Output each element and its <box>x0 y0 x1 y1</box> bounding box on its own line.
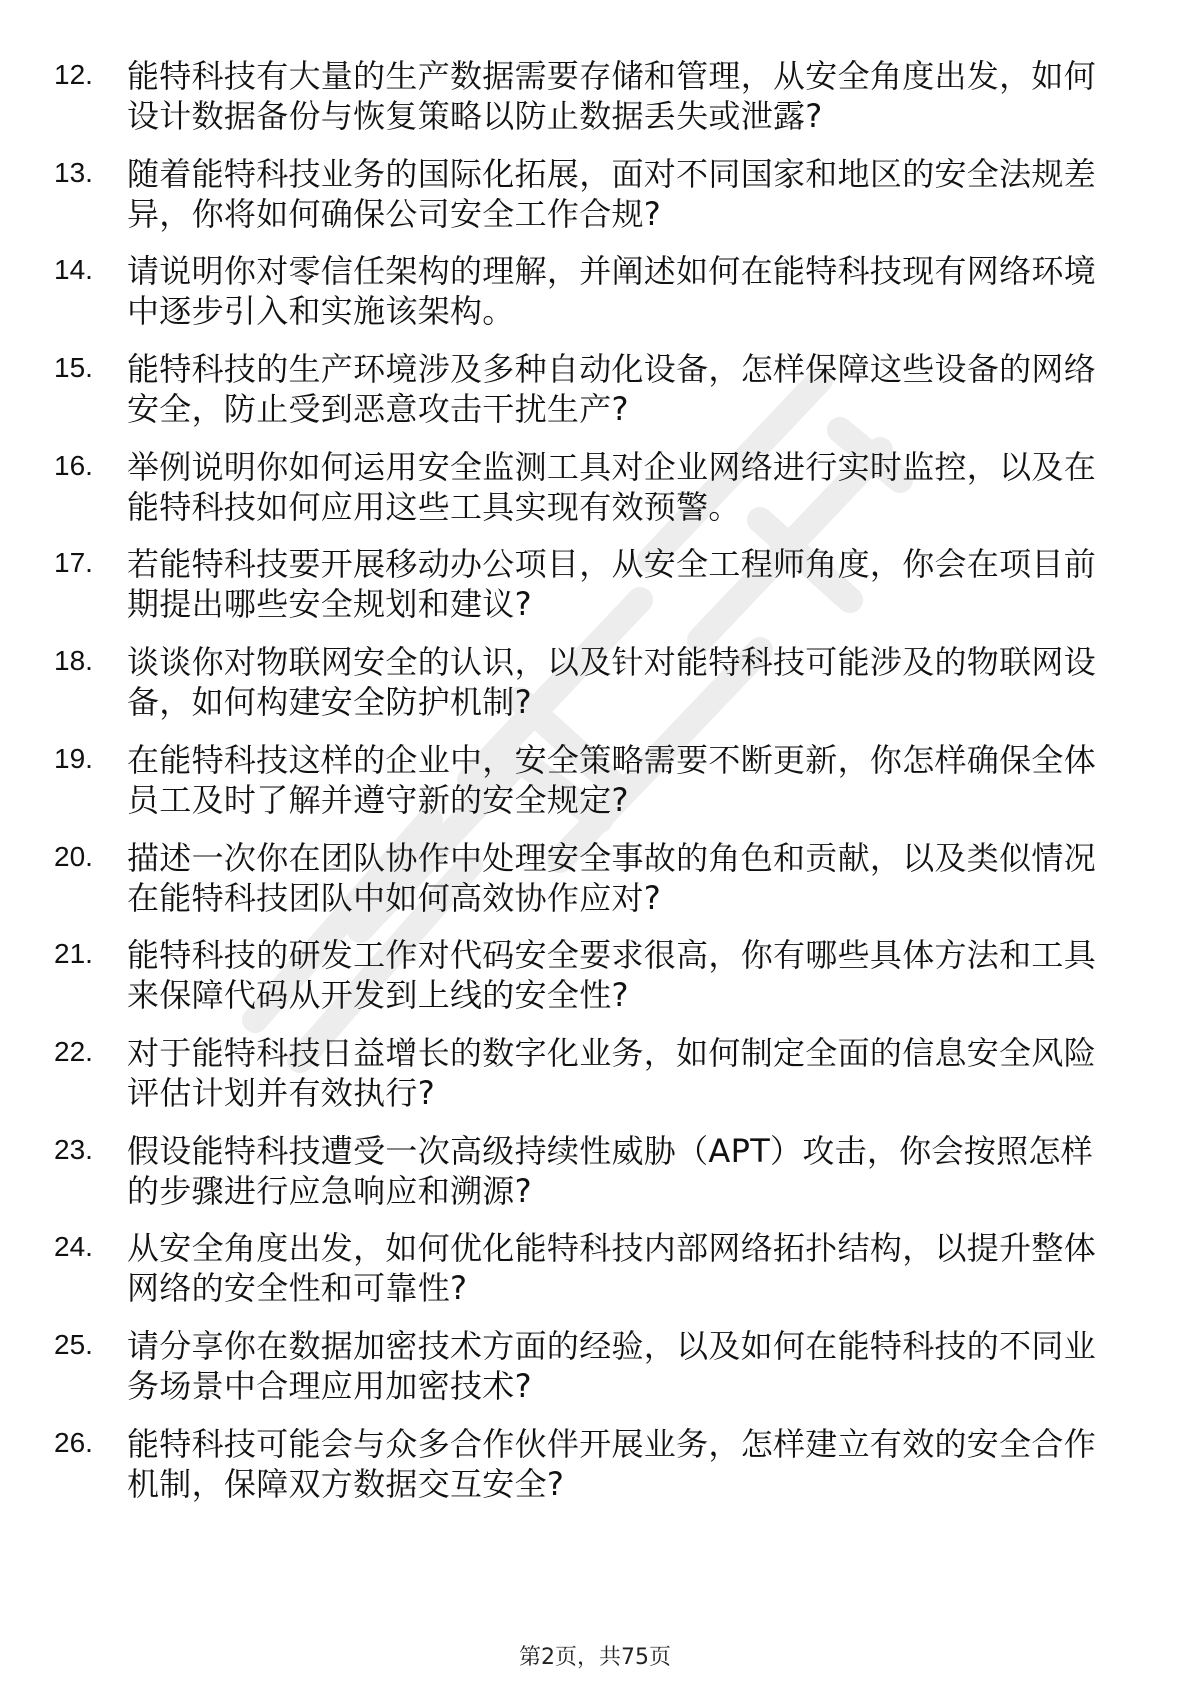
question-item-18 <box>0 636 1190 734</box>
question-text: 假设能特科技遭受一次高级持续性威胁（APT）攻击，你会按照怎样的步骤进行应急响应和溯源? <box>127 1131 1094 1210</box>
question-text: 从安全角度出发，如何优化能特科技内部网络拓扑结构，以提升整体网络的安全性和可靠性? <box>127 1229 1097 1308</box>
question-item-23 <box>0 1125 1190 1223</box>
question-text: 描述一次你在团队协作中处理安全事故的角色和贡献，以及类似情况在能特科技团队中如何高效协作应对? <box>127 838 1097 917</box>
question-text: 能特科技的生产环境涉及多种自动化设备，怎样保障这些设备的网络安全，防止受到恶意攻击干扰生产? <box>127 350 1097 429</box>
question-number: 14. <box>54 254 93 286</box>
question-item-14 <box>0 245 1190 343</box>
question-text: 在能特科技这样的企业中，安全策略需要不断更新，你怎样确保全体员工及时了解并遵守新的安全规定? <box>127 740 1097 819</box>
question-number: 12. <box>54 59 93 90</box>
question-item-16 <box>0 441 1190 539</box>
question-text: 若能特科技要开展移动办公项目，从安全工程师角度，你会在项目前期提出哪些安全规划和建议? <box>127 545 1097 624</box>
question-text: 随着能特科技业务的国际化拓展，面对不同国家和地区的安全法规差异，你将如何确保公司安全工作合规? <box>127 154 1097 233</box>
question-number: 15. <box>54 352 93 384</box>
question-number: 20. <box>54 840 93 872</box>
question-item-22 <box>0 1027 1190 1125</box>
question-list <box>0 50 1190 1515</box>
page-footer: 第2页，共75页 <box>519 1645 671 1670</box>
question-item-21 <box>0 929 1190 1027</box>
question-number: 13. <box>54 156 93 188</box>
question-item-24 <box>0 1222 1190 1320</box>
question-text: 能特科技有大量的生产数据需要存储和管理，从安全角度出发，如何设计数据备份与恢复策略以防止数据丢失或泄露? <box>127 57 1097 135</box>
question-text: 对于能特科技日益增长的数字化业务，如何制定全面的信息安全风险评估计划并有效执行? <box>127 1033 1097 1112</box>
question-item-19 <box>0 734 1190 832</box>
question-number: 26. <box>54 1426 93 1458</box>
question-item-15 <box>0 343 1190 441</box>
question-number: 17. <box>54 547 93 579</box>
question-text: 举例说明你如何运用安全监测工具对企业网络进行实时监控，以及在能特科技如何应用这些工具实现有效预警。 <box>127 447 1097 526</box>
question-number: 16. <box>54 449 93 481</box>
question-item-25 <box>0 1320 1190 1418</box>
question-number: 18. <box>54 645 93 677</box>
question-item-20 <box>0 832 1190 930</box>
question-number: 21. <box>54 938 93 970</box>
question-text: 谈谈你对物联网安全的认识，以及针对能特科技可能涉及的物联网设备，如何构建安全防护机制? <box>127 643 1097 722</box>
question-number: 22. <box>54 1035 93 1067</box>
question-text: 能特科技的研发工作对代码安全要求很高，你有哪些具体方法和工具来保障代码从开发到上线的安全性? <box>127 936 1097 1015</box>
question-item-12 <box>0 50 1190 148</box>
question-text: 能特科技可能会与众多合作伙伴开展业务，怎样建立有效的安全合作机制，保障双方数据交互安全? <box>127 1424 1097 1503</box>
question-item-13 <box>0 148 1190 246</box>
question-text: 请分享你在数据加密技术方面的经验，以及如何在能特科技的不同业务场景中合理应用加密技术? <box>127 1326 1097 1405</box>
question-number: 23. <box>54 1133 93 1165</box>
question-number: 24. <box>54 1231 93 1263</box>
question-text: 请说明你对零信任架构的理解，并阐述如何在能特科技现有网络环境中逐步引入和实施该架构。 <box>127 252 1097 331</box>
question-number: 19. <box>54 742 93 774</box>
question-number: 25. <box>54 1328 93 1360</box>
question-item-17 <box>0 538 1190 636</box>
question-item-26 <box>0 1418 1190 1516</box>
